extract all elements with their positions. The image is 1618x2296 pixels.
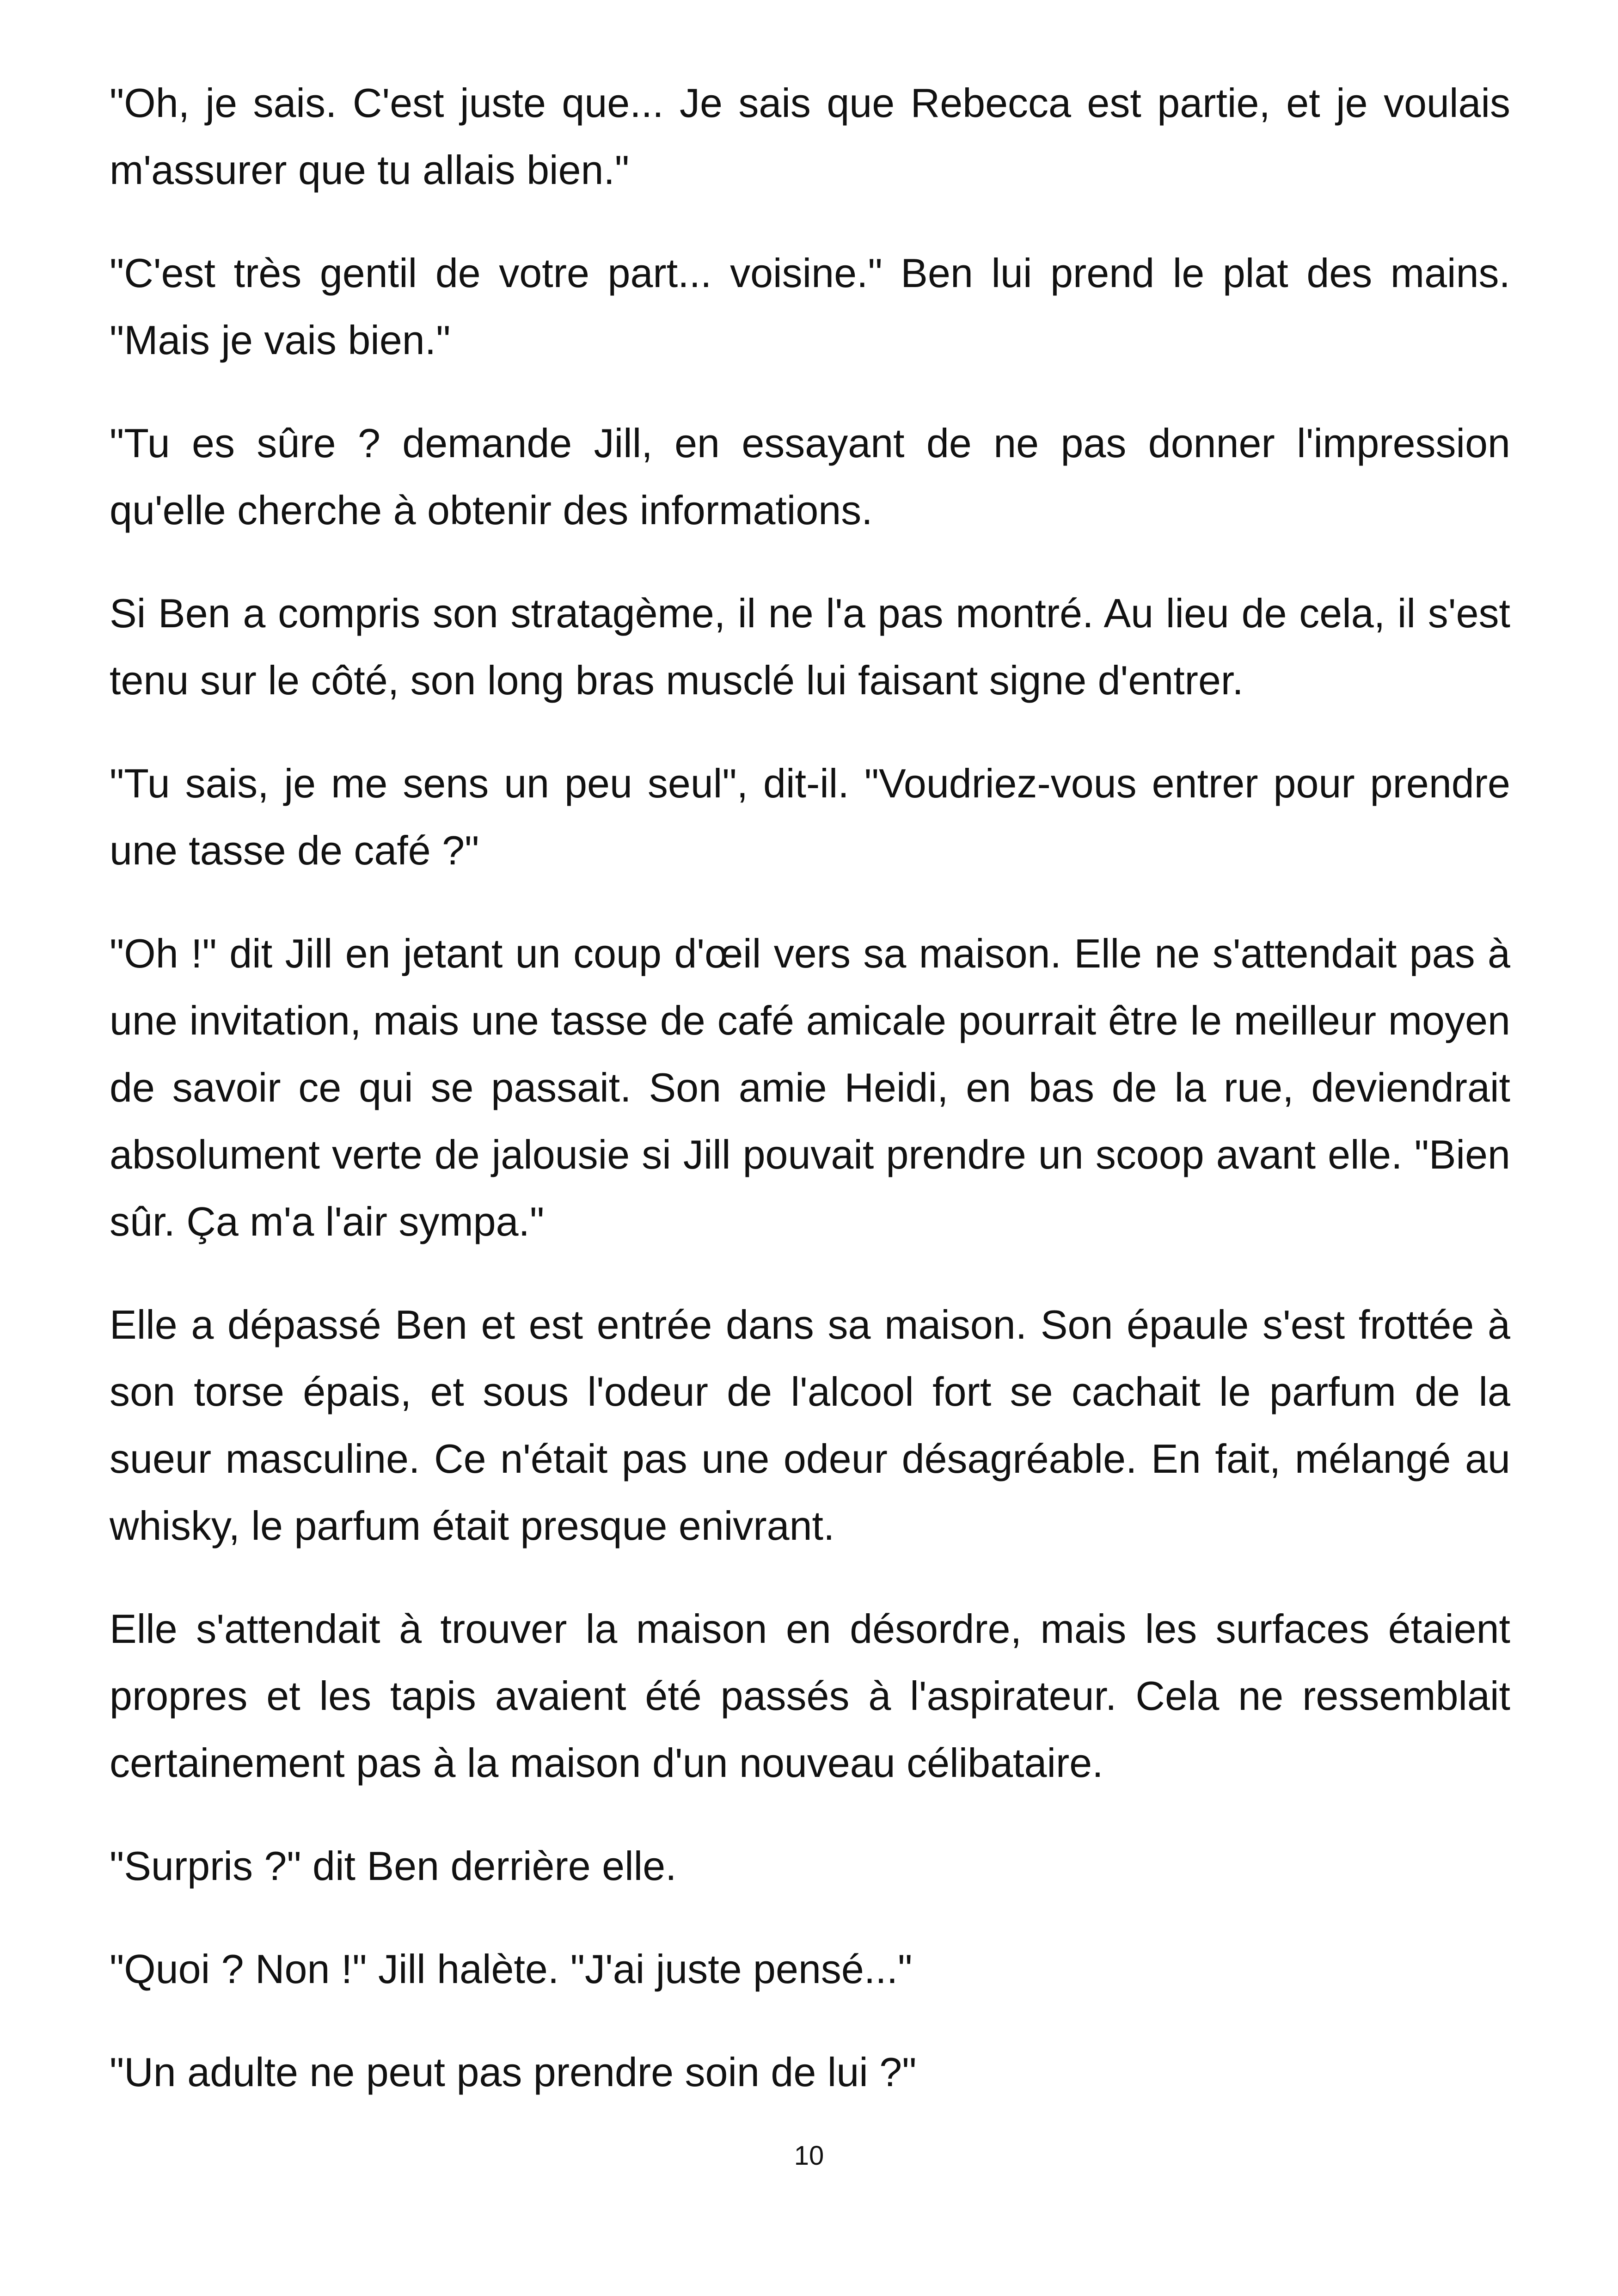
paragraph-3: "Tu es sûre ? demande Jill, en essayant de ne pas donner l'impression qu'elle cherche à obtenir des informations. — [110, 420, 1510, 533]
paragraph-6: "Oh !" dit Jill en jetant un coup d'œil vers sa maison. Elle ne s'attendait pas à une invitation, mais une tasse de café amicale pourrait être le meilleur moyen de savoir ce qui se passait. Son amie Heidi, en bas de la rue, deviendrait absolument verte de jalousie si Jill pouvait prendre un scoop avant elle. "Bien sûr. Ça m'a l'air sympa." — [110, 931, 1510, 1244]
paragraph-8: Elle s'attendait à trouver la maison en désordre, mais les surfaces étaient propres et les tapis avaient été passés à l'aspirateur. Cela ne ressemblait certainement pas à la maison d'un nouveau célibataire. — [110, 1606, 1510, 1786]
paragraph-1: "Oh, je sais. C'est juste que... Je sais que Rebecca est partie, et je voulais m'assurer que tu allais bien." — [110, 80, 1510, 193]
page-number: 10 — [794, 2141, 824, 2171]
paragraph-10: "Quoi ? Non !" Jill halète. "J'ai juste pensé..." — [110, 1946, 913, 1992]
paragraph-2: "C'est très gentil de votre part... voisine." Ben lui prend le plat des mains. "Mais je vais bien." — [110, 250, 1510, 363]
paragraph-5: "Tu sais, je me sens un peu seul", dit-il. "Voudriez-vous entrer pour prendre une tasse de café ?" — [110, 760, 1510, 873]
paragraph-7: Elle a dépassé Ben et est entrée dans sa maison. Son épaule s'est frottée à son torse épais, et sous l'odeur de l'alcool fort se cachait le parfum de la sueur masculine. Ce n'était pas une odeur désagréable. En fait, mélangé au whisky, le parfum était presque enivrant. — [110, 1302, 1510, 1549]
page-body — [110, 69, 1510, 2142]
paragraph-4: Si Ben a compris son stratagème, il ne l'a pas montré. Au lieu de cela, il s'est tenu sur le côté, son long bras musclé lui faisant signe d'entrer. — [110, 590, 1510, 703]
paragraph-9: "Surpris ?" dit Ben derrière elle. — [110, 1843, 677, 1889]
paragraph-11: "Un adulte ne peut pas prendre soin de lui ?" — [110, 2049, 917, 2095]
